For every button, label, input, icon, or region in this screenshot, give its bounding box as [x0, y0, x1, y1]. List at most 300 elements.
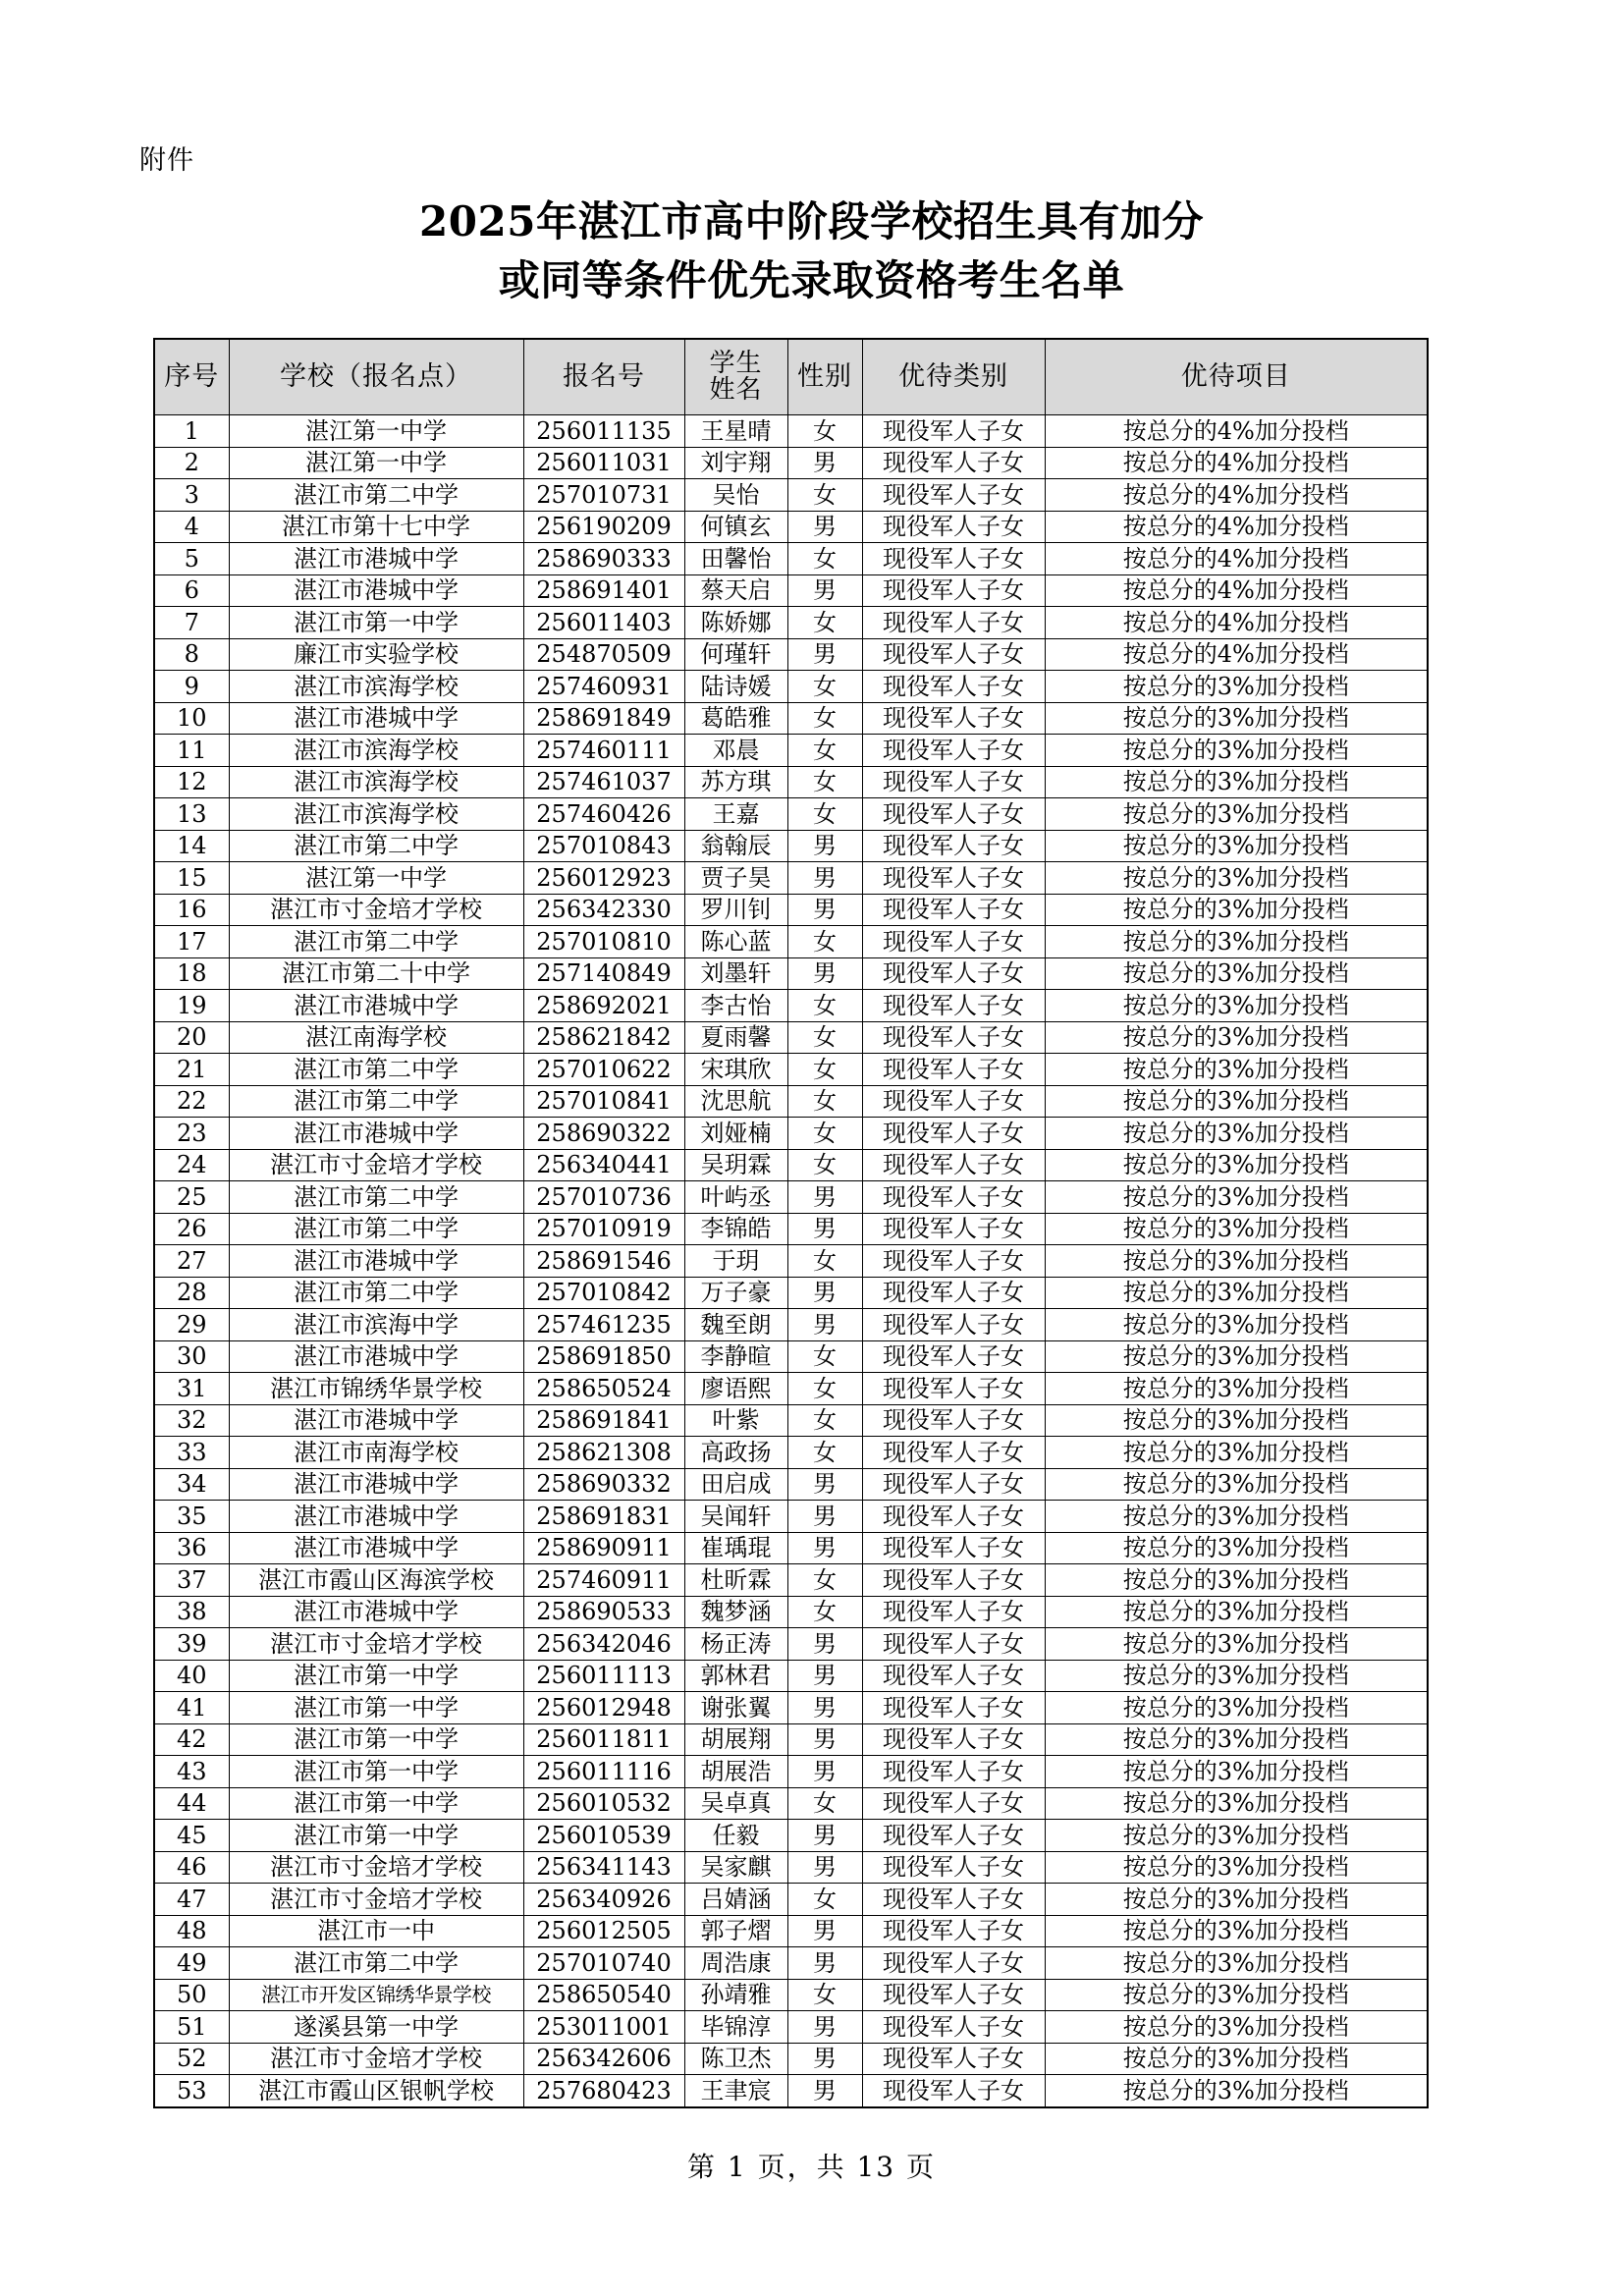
cell-school: 湛江南海学校 — [229, 1021, 523, 1054]
cell-reg-no: 256012923 — [523, 862, 684, 895]
table-row — [154, 1564, 1428, 1597]
cell-item: 按总分的3%加分投档 — [1045, 1915, 1428, 1947]
page-footer: 第 1 页，共 13 页 — [686, 2151, 937, 2183]
cell-item: 按总分的3%加分投档 — [1045, 2011, 1428, 2044]
cell-item: 按总分的3%加分投档 — [1045, 830, 1428, 862]
cell-school: 湛江市寸金培才学校 — [229, 2043, 523, 2075]
table-header — [154, 339, 1428, 415]
cell-item: 按总分的4%加分投档 — [1045, 543, 1428, 575]
cell-gender: 男 — [787, 2011, 862, 2044]
table-row — [154, 1723, 1428, 1756]
cell-index: 53 — [154, 2075, 229, 2107]
cell-category: 现役军人子女 — [862, 1915, 1045, 1947]
cell-reg-no: 258691831 — [523, 1501, 684, 1533]
cell-school: 湛江市港城中学 — [229, 990, 523, 1022]
column-header-category: 优待类别 — [862, 339, 1045, 415]
cell-gender: 男 — [787, 638, 862, 671]
cell-category: 现役军人子女 — [862, 1501, 1045, 1533]
cell-student-name: 李锦皓 — [684, 1213, 787, 1245]
cell-index: 10 — [154, 702, 229, 735]
cell-gender: 男 — [787, 957, 862, 990]
cell-category: 现役军人子女 — [862, 1787, 1045, 1820]
cell-index: 27 — [154, 1245, 229, 1278]
cell-school: 湛江市第二中学 — [229, 830, 523, 862]
cell-category: 现役军人子女 — [862, 2043, 1045, 2075]
table-row — [154, 447, 1428, 479]
cell-gender: 男 — [787, 2075, 862, 2107]
cell-index: 6 — [154, 574, 229, 607]
cell-gender: 女 — [787, 1564, 862, 1597]
table-row — [154, 574, 1428, 607]
cell-category: 现役军人子女 — [862, 1723, 1045, 1756]
cell-category: 现役军人子女 — [862, 862, 1045, 895]
cell-student-name: 罗川钊 — [684, 894, 787, 926]
cell-gender: 女 — [787, 1340, 862, 1373]
cell-gender: 女 — [787, 1979, 862, 2011]
cell-student-name: 谢张翼 — [684, 1692, 787, 1724]
table-row — [154, 766, 1428, 798]
cell-item: 按总分的3%加分投档 — [1045, 1723, 1428, 1756]
cell-category: 现役军人子女 — [862, 1660, 1045, 1692]
cell-index: 41 — [154, 1692, 229, 1724]
cell-category: 现役军人子女 — [862, 479, 1045, 512]
cell-item: 按总分的3%加分投档 — [1045, 1245, 1428, 1278]
cell-gender: 女 — [787, 735, 862, 767]
cell-category: 现役军人子女 — [862, 798, 1045, 831]
cell-index: 26 — [154, 1213, 229, 1245]
column-header-student-name-line2: 姓名 — [709, 375, 763, 405]
table-row — [154, 479, 1428, 512]
cell-gender: 男 — [787, 511, 862, 543]
cell-category: 现役军人子女 — [862, 1628, 1045, 1661]
cell-student-name: 崔瑀琨 — [684, 1532, 787, 1564]
cell-school: 湛江市港城中学 — [229, 1404, 523, 1437]
cell-index: 28 — [154, 1277, 229, 1309]
cell-student-name: 吕婧涵 — [684, 1884, 787, 1916]
cell-index: 1 — [154, 415, 229, 448]
table-row — [154, 798, 1428, 831]
cell-gender: 男 — [787, 1820, 862, 1852]
cell-student-name: 田馨怡 — [684, 543, 787, 575]
column-header-index: 序号 — [154, 339, 229, 415]
table-row — [154, 1787, 1428, 1820]
cell-gender: 女 — [787, 1596, 862, 1628]
cell-school: 湛江市第二中学 — [229, 479, 523, 512]
cell-school: 湛江市港城中学 — [229, 1340, 523, 1373]
cell-reg-no: 258650524 — [523, 1373, 684, 1405]
cell-reg-no: 258621842 — [523, 1021, 684, 1054]
cell-school: 湛江市寸金培才学校 — [229, 1628, 523, 1661]
cell-student-name: 叶屿丞 — [684, 1181, 787, 1214]
cell-index: 8 — [154, 638, 229, 671]
cell-gender: 女 — [787, 1404, 862, 1437]
cell-school: 湛江市一中 — [229, 1915, 523, 1947]
cell-index: 19 — [154, 990, 229, 1022]
cell-item: 按总分的3%加分投档 — [1045, 1277, 1428, 1309]
cell-category: 现役军人子女 — [862, 766, 1045, 798]
cell-reg-no: 253011001 — [523, 2011, 684, 2044]
cell-reg-no: 256342606 — [523, 2043, 684, 2075]
cell-category: 现役军人子女 — [862, 1373, 1045, 1405]
cell-reg-no: 257010736 — [523, 1181, 684, 1214]
table-row — [154, 1373, 1428, 1405]
cell-index: 21 — [154, 1054, 229, 1086]
cell-student-name: 孙靖雅 — [684, 1979, 787, 2011]
cell-reg-no: 256012948 — [523, 1692, 684, 1724]
cell-item: 按总分的4%加分投档 — [1045, 607, 1428, 639]
cell-index: 35 — [154, 1501, 229, 1533]
cell-student-name: 刘宇翔 — [684, 447, 787, 479]
cell-gender: 男 — [787, 1660, 862, 1692]
table-row — [154, 607, 1428, 639]
cell-gender: 女 — [787, 1054, 862, 1086]
cell-student-name: 陈卫杰 — [684, 2043, 787, 2075]
cell-gender: 男 — [787, 1692, 862, 1724]
cell-school: 湛江市南海学校 — [229, 1437, 523, 1469]
cell-index: 5 — [154, 543, 229, 575]
cell-student-name: 万子豪 — [684, 1277, 787, 1309]
cell-item: 按总分的3%加分投档 — [1045, 1118, 1428, 1150]
cell-school: 湛江市霞山区海滨学校 — [229, 1564, 523, 1597]
cell-index: 17 — [154, 926, 229, 958]
table-header-row — [154, 339, 1428, 415]
cell-school: 湛江第一中学 — [229, 415, 523, 448]
table-row — [154, 735, 1428, 767]
cell-student-name: 魏梦涵 — [684, 1596, 787, 1628]
cell-item: 按总分的3%加分投档 — [1045, 1404, 1428, 1437]
cell-category: 现役军人子女 — [862, 1277, 1045, 1309]
cell-category: 现役军人子女 — [862, 574, 1045, 607]
cell-reg-no: 257460931 — [523, 671, 684, 703]
cell-reg-no: 256342046 — [523, 1628, 684, 1661]
table-row — [154, 1915, 1428, 1947]
attachment-label: 附件 — [139, 145, 194, 176]
cell-category: 现役军人子女 — [862, 1309, 1045, 1341]
table-row — [154, 1851, 1428, 1884]
cell-item: 按总分的3%加分投档 — [1045, 1468, 1428, 1501]
cell-index: 12 — [154, 766, 229, 798]
table-row — [154, 894, 1428, 926]
cell-student-name: 周浩康 — [684, 1947, 787, 1980]
cell-index: 23 — [154, 1118, 229, 1150]
cell-reg-no: 256342330 — [523, 894, 684, 926]
cell-gender: 女 — [787, 798, 862, 831]
cell-category: 现役军人子女 — [862, 1149, 1045, 1181]
cell-item: 按总分的3%加分投档 — [1045, 1373, 1428, 1405]
cell-gender: 女 — [787, 1245, 862, 1278]
cell-school: 湛江市第二中学 — [229, 1085, 523, 1118]
cell-student-name: 贾子昊 — [684, 862, 787, 895]
cell-student-name: 陆诗媛 — [684, 671, 787, 703]
cell-reg-no: 258691841 — [523, 1404, 684, 1437]
cell-student-name: 陈娇娜 — [684, 607, 787, 639]
cell-school: 湛江市第一中学 — [229, 1756, 523, 1788]
cell-reg-no: 258690911 — [523, 1532, 684, 1564]
cell-item: 按总分的3%加分投档 — [1045, 1787, 1428, 1820]
cell-gender: 女 — [787, 415, 862, 448]
cell-school: 湛江市第二十中学 — [229, 957, 523, 990]
table-row — [154, 638, 1428, 671]
cell-school: 湛江市第一中学 — [229, 1660, 523, 1692]
cell-school: 湛江市第一中学 — [229, 607, 523, 639]
cell-category: 现役军人子女 — [862, 2011, 1045, 2044]
cell-gender: 男 — [787, 1181, 862, 1214]
cell-item: 按总分的3%加分投档 — [1045, 1979, 1428, 2011]
table-row — [154, 2011, 1428, 2044]
cell-school: 湛江市开发区锦绣华景学校 — [229, 1979, 523, 2011]
table-row — [154, 1118, 1428, 1150]
cell-reg-no: 257010740 — [523, 1947, 684, 1980]
cell-item: 按总分的3%加分投档 — [1045, 1181, 1428, 1214]
table-row — [154, 2043, 1428, 2075]
cell-reg-no: 258690332 — [523, 1468, 684, 1501]
cell-gender: 男 — [787, 1756, 862, 1788]
cell-reg-no: 257140849 — [523, 957, 684, 990]
cell-reg-no: 257680423 — [523, 2075, 684, 2107]
cell-student-name: 毕锦淳 — [684, 2011, 787, 2044]
table-row — [154, 702, 1428, 735]
cell-item: 按总分的3%加分投档 — [1045, 2075, 1428, 2107]
cell-gender: 女 — [787, 671, 862, 703]
cell-category: 现役军人子女 — [862, 830, 1045, 862]
cell-index: 15 — [154, 862, 229, 895]
cell-reg-no: 258690333 — [523, 543, 684, 575]
cell-index: 22 — [154, 1085, 229, 1118]
cell-item: 按总分的3%加分投档 — [1045, 766, 1428, 798]
cell-reg-no: 256190209 — [523, 511, 684, 543]
cell-gender: 女 — [787, 1021, 862, 1054]
cell-index: 44 — [154, 1787, 229, 1820]
cell-category: 现役军人子女 — [862, 1085, 1045, 1118]
cell-school: 湛江市滨海学校 — [229, 798, 523, 831]
cell-student-name: 魏至朗 — [684, 1309, 787, 1341]
cell-index: 46 — [154, 1851, 229, 1884]
cell-item: 按总分的3%加分投档 — [1045, 1532, 1428, 1564]
cell-reg-no: 256011811 — [523, 1723, 684, 1756]
cell-reg-no: 256340926 — [523, 1884, 684, 1916]
cell-student-name: 于玥 — [684, 1245, 787, 1278]
cell-category: 现役军人子女 — [862, 1054, 1045, 1086]
table-row — [154, 1181, 1428, 1214]
cell-school: 湛江市第二中学 — [229, 1054, 523, 1086]
cell-category: 现役军人子女 — [862, 894, 1045, 926]
cell-student-name: 宋琪欣 — [684, 1054, 787, 1086]
cell-category: 现役军人子女 — [862, 447, 1045, 479]
cell-student-name: 李静暄 — [684, 1340, 787, 1373]
column-header-student-name-line1: 学生 — [709, 349, 763, 379]
table-row — [154, 990, 1428, 1022]
cell-student-name: 刘娅楠 — [684, 1118, 787, 1150]
cell-index: 34 — [154, 1468, 229, 1501]
cell-item: 按总分的3%加分投档 — [1045, 894, 1428, 926]
table-row — [154, 1277, 1428, 1309]
cell-category: 现役军人子女 — [862, 2075, 1045, 2107]
cell-reg-no: 257460911 — [523, 1564, 684, 1597]
cell-item: 按总分的3%加分投档 — [1045, 1660, 1428, 1692]
cell-student-name: 田启成 — [684, 1468, 787, 1501]
cell-reg-no: 256011116 — [523, 1756, 684, 1788]
cell-student-name: 翁翰辰 — [684, 830, 787, 862]
cell-category: 现役军人子女 — [862, 1820, 1045, 1852]
cell-gender: 男 — [787, 1468, 862, 1501]
table-row — [154, 1979, 1428, 2011]
cell-school: 遂溪县第一中学 — [229, 2011, 523, 2044]
cell-item: 按总分的3%加分投档 — [1045, 1628, 1428, 1661]
cell-index: 16 — [154, 894, 229, 926]
cell-index: 29 — [154, 1309, 229, 1341]
cell-student-name: 刘墨轩 — [684, 957, 787, 990]
cell-reg-no: 256012505 — [523, 1915, 684, 1947]
cell-gender: 男 — [787, 862, 862, 895]
cell-item: 按总分的3%加分投档 — [1045, 1820, 1428, 1852]
cell-index: 3 — [154, 479, 229, 512]
cell-reg-no: 257010622 — [523, 1054, 684, 1086]
cell-reg-no: 256011113 — [523, 1660, 684, 1692]
cell-reg-no: 258621308 — [523, 1437, 684, 1469]
cell-student-name: 郭林君 — [684, 1660, 787, 1692]
cell-index: 45 — [154, 1820, 229, 1852]
table-row — [154, 1947, 1428, 1980]
cell-category: 现役军人子女 — [862, 671, 1045, 703]
cell-gender: 男 — [787, 1628, 862, 1661]
cell-index: 40 — [154, 1660, 229, 1692]
cell-gender: 女 — [787, 1884, 862, 1916]
cell-category: 现役军人子女 — [862, 702, 1045, 735]
cell-gender: 男 — [787, 1532, 862, 1564]
cell-reg-no: 257010731 — [523, 479, 684, 512]
table-row — [154, 543, 1428, 575]
cell-gender: 女 — [787, 479, 862, 512]
cell-student-name: 王星晴 — [684, 415, 787, 448]
cell-item: 按总分的4%加分投档 — [1045, 479, 1428, 512]
cell-category: 现役军人子女 — [862, 1564, 1045, 1597]
cell-item: 按总分的3%加分投档 — [1045, 1309, 1428, 1341]
cell-item: 按总分的3%加分投档 — [1045, 1884, 1428, 1916]
table-row — [154, 1054, 1428, 1086]
cell-category: 现役军人子女 — [862, 1979, 1045, 2011]
table-row — [154, 1692, 1428, 1724]
cell-category: 现役军人子女 — [862, 1181, 1045, 1214]
table-row — [154, 671, 1428, 703]
table-row — [154, 1437, 1428, 1469]
cell-item: 按总分的3%加分投档 — [1045, 1213, 1428, 1245]
cell-gender: 男 — [787, 2043, 862, 2075]
cell-index: 48 — [154, 1915, 229, 1947]
cell-item: 按总分的3%加分投档 — [1045, 1021, 1428, 1054]
cell-gender: 男 — [787, 574, 862, 607]
cell-school: 湛江市第一中学 — [229, 1692, 523, 1724]
table-row — [154, 1820, 1428, 1852]
cell-school: 湛江市港城中学 — [229, 1245, 523, 1278]
cell-student-name: 任毅 — [684, 1820, 787, 1852]
cell-category: 现役军人子女 — [862, 1213, 1045, 1245]
cell-index: 14 — [154, 830, 229, 862]
page-title-line-1: 2025年湛江市高中阶段学校招生具有加分 — [419, 197, 1204, 246]
cell-category: 现役军人子女 — [862, 926, 1045, 958]
cell-item: 按总分的3%加分投档 — [1045, 702, 1428, 735]
cell-gender: 女 — [787, 1437, 862, 1469]
cell-gender: 女 — [787, 1373, 862, 1405]
cell-item: 按总分的3%加分投档 — [1045, 1501, 1428, 1533]
cell-school: 湛江市滨海学校 — [229, 735, 523, 767]
cell-reg-no: 256011135 — [523, 415, 684, 448]
cell-item: 按总分的3%加分投档 — [1045, 1054, 1428, 1086]
cell-reg-no: 258692021 — [523, 990, 684, 1022]
cell-student-name: 吴闻轩 — [684, 1501, 787, 1533]
table-row — [154, 957, 1428, 990]
cell-reg-no: 256341143 — [523, 1851, 684, 1884]
cell-index: 18 — [154, 957, 229, 990]
cell-item: 按总分的3%加分投档 — [1045, 1564, 1428, 1597]
cell-reg-no: 256011403 — [523, 607, 684, 639]
cell-student-name: 何镇玄 — [684, 511, 787, 543]
cell-reg-no: 258690322 — [523, 1118, 684, 1150]
cell-student-name: 吴玥霖 — [684, 1149, 787, 1181]
cell-index: 42 — [154, 1723, 229, 1756]
cell-category: 现役军人子女 — [862, 990, 1045, 1022]
cell-category: 现役军人子女 — [862, 1532, 1045, 1564]
cell-student-name: 夏雨馨 — [684, 1021, 787, 1054]
cell-index: 37 — [154, 1564, 229, 1597]
cell-index: 9 — [154, 671, 229, 703]
cell-category: 现役军人子女 — [862, 957, 1045, 990]
cell-student-name: 邓晨 — [684, 735, 787, 767]
cell-student-name: 何瑾轩 — [684, 638, 787, 671]
cell-item: 按总分的3%加分投档 — [1045, 1692, 1428, 1724]
cell-index: 52 — [154, 2043, 229, 2075]
cell-index: 31 — [154, 1373, 229, 1405]
cell-item: 按总分的3%加分投档 — [1045, 926, 1428, 958]
cell-reg-no: 258691401 — [523, 574, 684, 607]
cell-school: 湛江市锦绣华景学校 — [229, 1373, 523, 1405]
cell-school: 湛江市寸金培才学校 — [229, 1149, 523, 1181]
cell-index: 13 — [154, 798, 229, 831]
cell-student-name: 沈思航 — [684, 1085, 787, 1118]
cell-school: 湛江市港城中学 — [229, 1501, 523, 1533]
cell-item: 按总分的4%加分投档 — [1045, 511, 1428, 543]
cell-student-name: 胡展翔 — [684, 1723, 787, 1756]
cell-school: 湛江市寸金培才学校 — [229, 1884, 523, 1916]
cell-item: 按总分的3%加分投档 — [1045, 1756, 1428, 1788]
cell-school: 湛江市港城中学 — [229, 543, 523, 575]
cell-gender: 男 — [787, 1309, 862, 1341]
cell-gender: 男 — [787, 1501, 862, 1533]
cell-student-name: 高政扬 — [684, 1437, 787, 1469]
table-row — [154, 1404, 1428, 1437]
cell-student-name: 吴怡 — [684, 479, 787, 512]
table-body — [154, 415, 1428, 2107]
column-header-item: 优待项目 — [1045, 339, 1428, 415]
cell-reg-no: 257010842 — [523, 1277, 684, 1309]
cell-index: 7 — [154, 607, 229, 639]
cell-gender: 女 — [787, 926, 862, 958]
table-row — [154, 511, 1428, 543]
cell-school: 湛江市第二中学 — [229, 1213, 523, 1245]
table-row — [154, 1501, 1428, 1533]
cell-gender: 男 — [787, 1277, 862, 1309]
cell-reg-no: 257461235 — [523, 1309, 684, 1341]
cell-index: 11 — [154, 735, 229, 767]
cell-index: 33 — [154, 1437, 229, 1469]
cell-item: 按总分的3%加分投档 — [1045, 1340, 1428, 1373]
table-row — [154, 1245, 1428, 1278]
cell-category: 现役军人子女 — [862, 1468, 1045, 1501]
cell-reg-no: 258690533 — [523, 1596, 684, 1628]
cell-reg-no: 256011031 — [523, 447, 684, 479]
cell-category: 现役军人子女 — [862, 415, 1045, 448]
table-row — [154, 1309, 1428, 1341]
cell-item: 按总分的3%加分投档 — [1045, 1596, 1428, 1628]
